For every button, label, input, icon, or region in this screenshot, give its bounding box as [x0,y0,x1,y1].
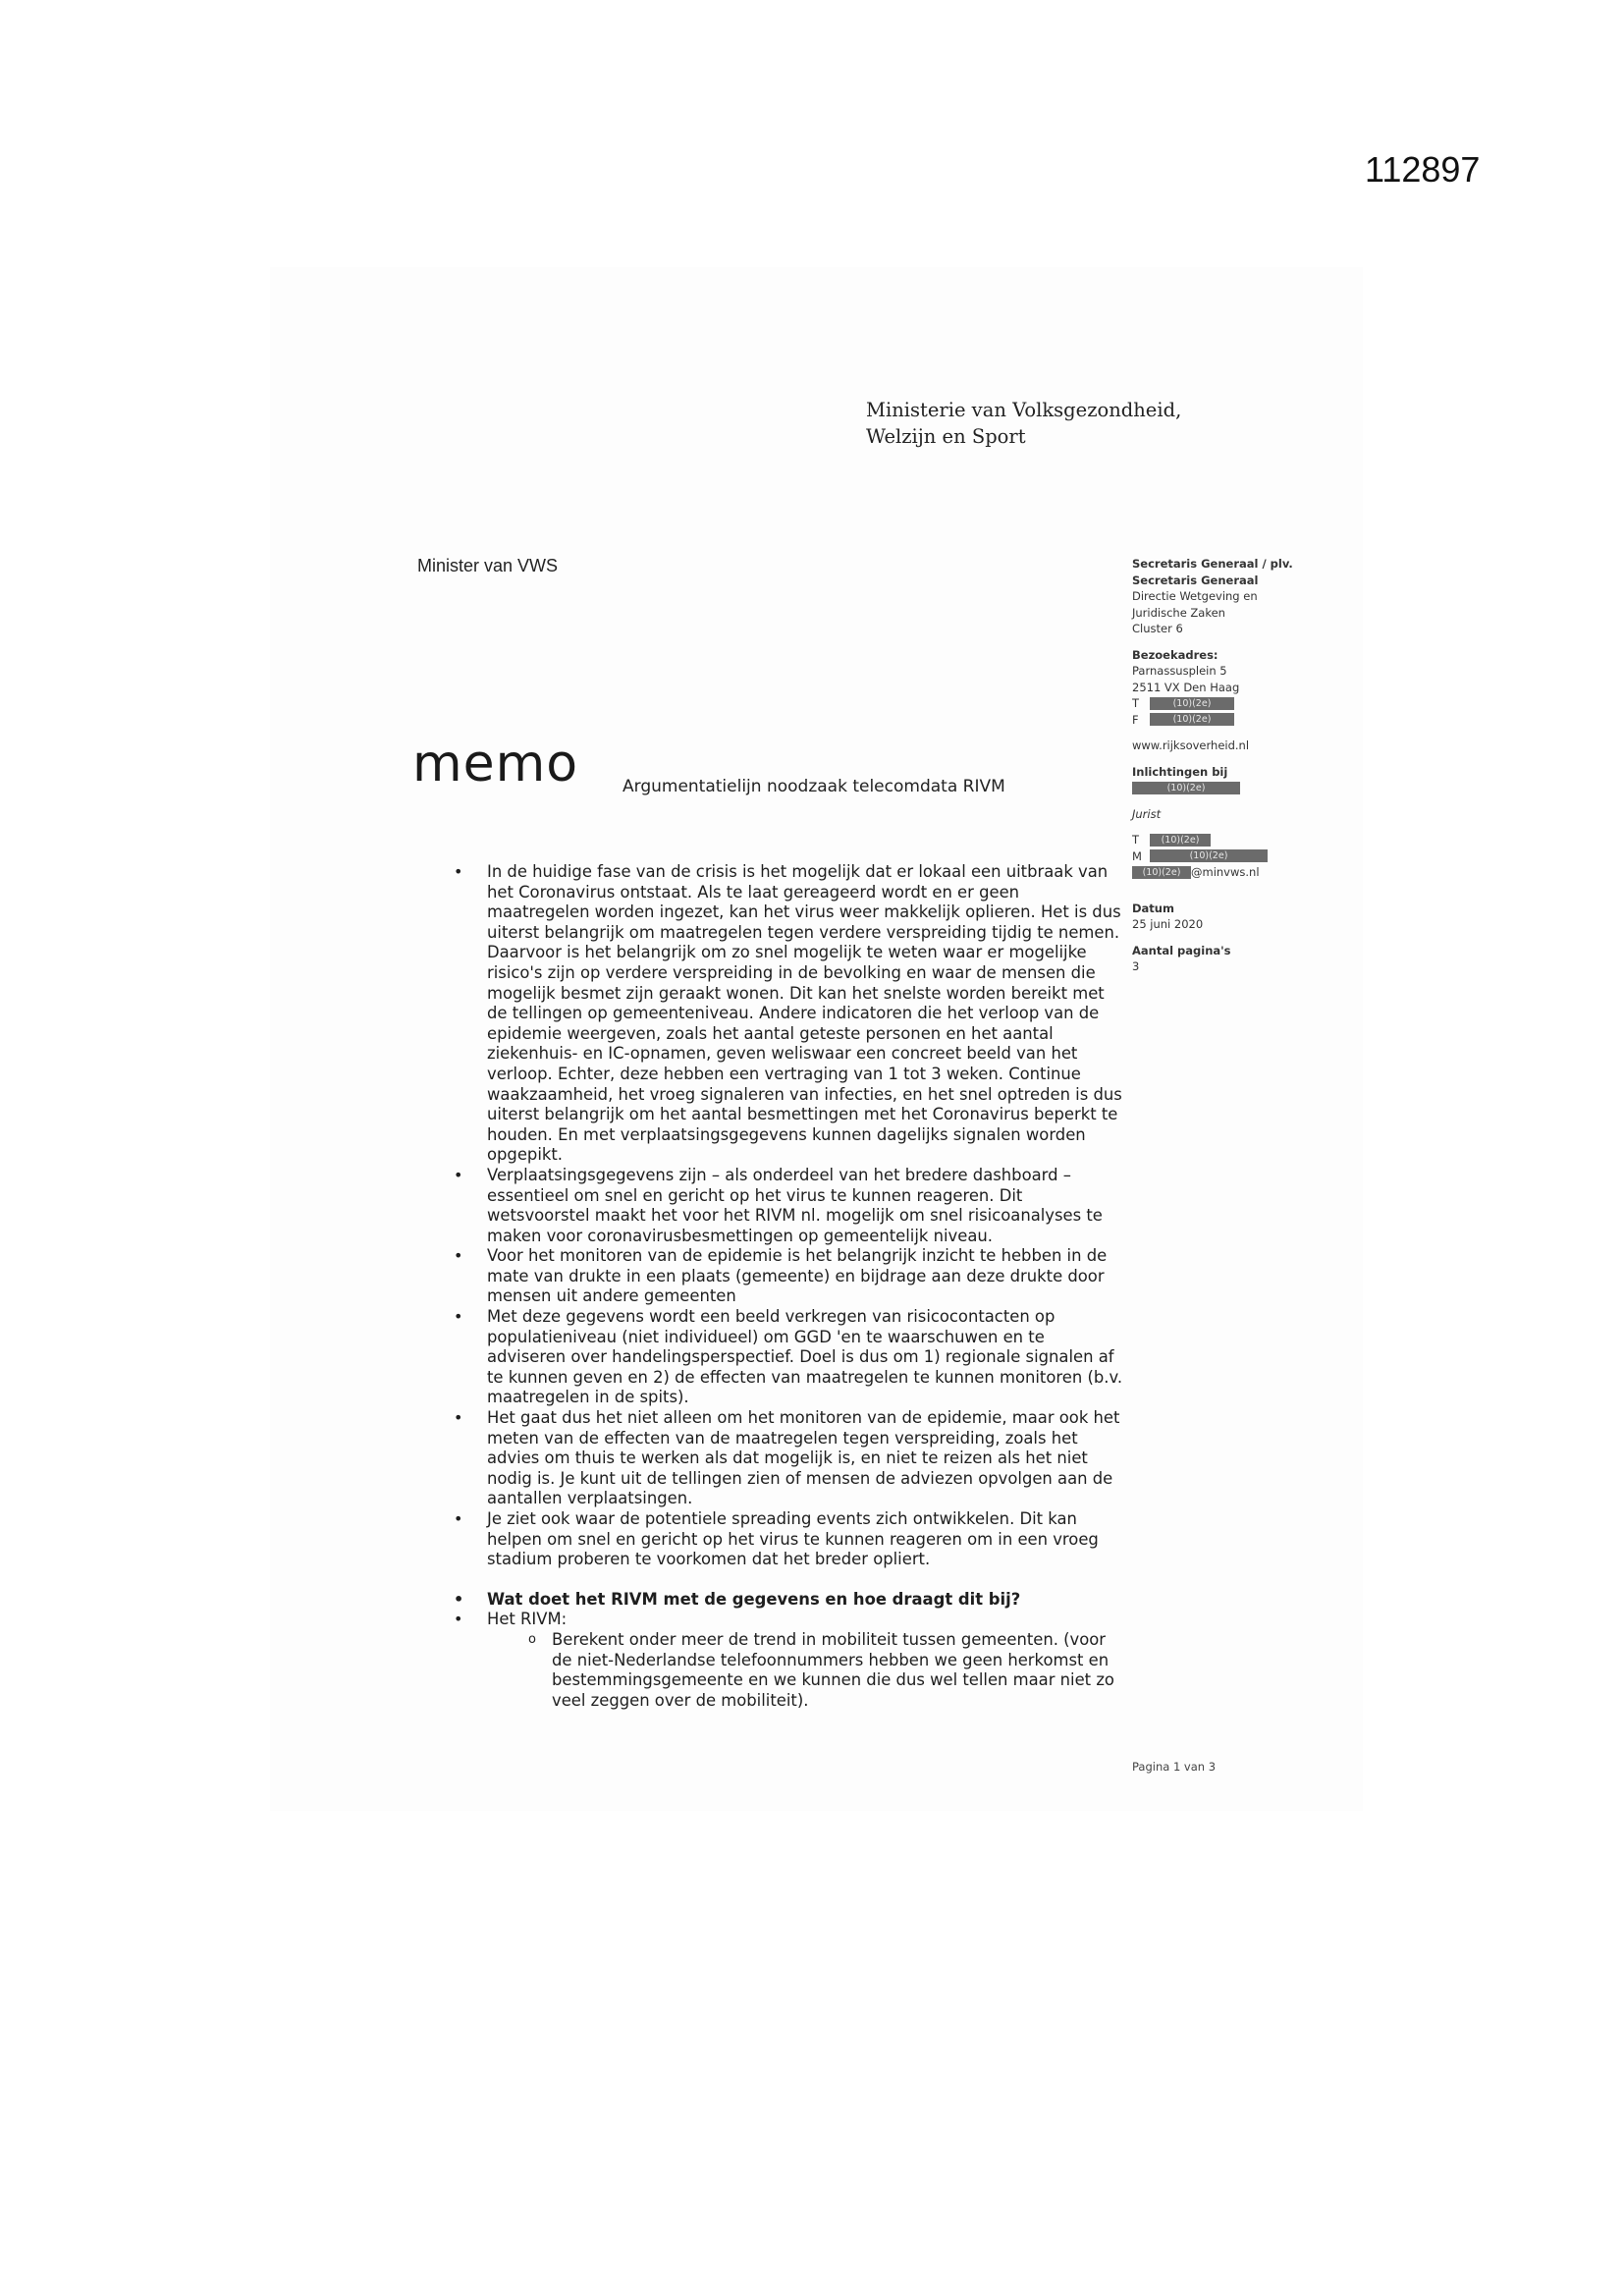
sub-bullet-list [487,1630,1123,1711]
redaction-box: (10)(2e) [1150,713,1234,726]
date-heading: Datum [1132,901,1174,915]
bullet-item: • Voor het monitoren van de epidemie is het belangrijk inzicht te hebben in de mate van drukte in een plaats (gemeente) en bijdrage aan deze drukte door mensen uit andere gemeenten [444,1246,1123,1307]
redaction-box: (10)(2e) [1132,866,1191,879]
memo-body [444,862,1123,1711]
bullet-item: • Verplaatsingsgegevens zijn – als onderdeel van het bredere dashboard – essentieel om snel en gericht op het virus te kunnen reageren. Dit wetsvoorstel maakt het voor het RIVM nl. mogelijk om snel risicoanalyses te maken voor coronavirusbesmettingen op gemeentelijk niveau. [444,1166,1123,1246]
phone-row [1132,695,1328,712]
rivm-list [444,1590,1123,1712]
rivm-intro-text: Het RIVM: [487,1610,568,1629]
dept-line: Cluster 6 [1132,622,1183,635]
redaction-box: (10)(2e) [1150,849,1268,862]
date-value: 25 juni 2020 [1132,917,1204,931]
phone-label: T [1132,696,1140,710]
bullet-item: • Met deze gegevens wordt een beeld verkregen van risicocontacten op populatieniveau (niet individueel) om GGD 'en te waarschuwen en te adviseren over handelingsperspectief. Doel is dus om 1) regionale signalen af te kunnen geven en 2) de effecten van maatregelen te kunnen monitoren (b.v. maatregelen in de spits). [444,1307,1123,1408]
bullet-item: • In de huidige fase van de crisis is het mogelijk dat er lokaal een uitbraak van het Coronavirus ontstaat. Als te laat gereageerd wordt en er geen maatregelen worden ingezet, kan het virus weer makkelijk oplieren. Het is dus uiterst belangrijk om maatregelen tegen verdere verspreiding tijdig te nemen. Daarvoor is het belangrijk om zo snel mogelijk te weten waar er mogelijke risico's zijn op verdere verspreiding in de bevolking en waar de mensen die mogelijk besmet zijn geraakt wonen. Dit kan het snelste worden bereikt met de tellingen op gemeenteniveau. Andere indicatoren die het verloop van de epidemie weergeven, zoals het aantal geteste personen en het aantal ziekenhuis- en IC-opnamen, geven weliswaar een concreet beeld van het verloop. Echter, deze hebben een vertraging van 1 tot 3 weken. Continue waakzaamheid, het vroeg signaleren van infecties, en het snel optreden is dus uiterst belangrijk om het aantal besmettingen met het Coronavirus beperkt te houden. En met verplaatsingsgegevens kunnen dagelijks signalen worden opgepikt. [444,862,1123,1166]
dept-line: Directie Wetgeving en [1132,589,1258,603]
pages-value: 3 [1132,959,1140,973]
contact-name-row [1132,780,1328,796]
contact-role: Jurist [1132,806,1162,821]
sub-bullet-item: o Berekent onder meer de trend in mobiliteit tussen gemeenten. (voor de niet-Nederlandse telefoonnummers hebben we geen herkomst en bestemmingsgemeente en we kunnen die dus wel tellen maar niet zo veel zeggen over de mobiliteit). [552,1630,1123,1711]
fax-label: F [1132,712,1139,727]
contact-phone-label: T [1132,833,1140,847]
website-link[interactable]: www.rijksoverheid.nl [1132,738,1250,752]
redaction-box: (10)(2e) [1132,782,1240,794]
info-heading: Inlichtingen bij [1132,764,1228,779]
contact-phone-row [1132,832,1328,848]
dept-line: Juridische Zaken [1132,605,1225,620]
page-footer: Pagina 1 van 3 [1132,1760,1217,1774]
sender-line: Secretaris Generaal / plv. [1132,557,1293,571]
contact-mobile-row [1132,848,1328,865]
memo-title: memo [412,735,579,793]
fax-row [1132,712,1328,729]
redaction-box: (10)(2e) [1150,834,1211,847]
rivm-intro [444,1610,1123,1711]
contact-email-row [1132,864,1328,881]
redaction-box: (10)(2e) [1150,697,1234,710]
sidebar-info [1132,556,1328,975]
bullet-list [444,862,1123,1570]
email-suffix[interactable]: @minvws.nl [1191,865,1260,879]
memo-subject: Argumentatielijn noodzaak telecomdata RIVM [623,777,1005,796]
sender-line: Secretaris Generaal [1132,573,1259,587]
bullet-item: • Je ziet ook waar de potentiele spreading events zich ontwikkelen. Dit kan helpen om snel en gericht op het virus te kunnen reageren om in een vroeg stadium proberen te voorkomen dat het breder opliert. [444,1509,1123,1570]
pages-heading: Aantal pagina's [1132,943,1231,957]
ministry-line: Ministerie van Volksgezondheid, [866,399,1182,421]
question-heading: • Wat doet het RIVM met de gegevens en hoe draagt dit bij? [444,1590,1123,1611]
address-line: Parnassusplein 5 [1132,664,1227,678]
ministry-line: Welzijn en Sport [866,425,1026,448]
visit-heading: Bezoekadres: [1132,647,1218,662]
document-number: 112897 [1365,149,1481,190]
ministry-name [866,397,1181,450]
addressee: Minister van VWS [417,556,559,575]
bullet-item: • Het gaat dus het niet alleen om het monitoren van de epidemie, maar ook het meten van de effecten van de maatregelen tegen verspreiding, zoals het advies om thuis te werken als dat mogelijk is, en niet te reizen als het niet nodig is. Je kunt uit de tellingen zien of mensen de adviezen opvolgen aan de aantallen verplaatsingen. [444,1408,1123,1509]
contact-mobile-label: M [1132,848,1142,863]
address-line: 2511 VX Den Haag [1132,680,1240,694]
